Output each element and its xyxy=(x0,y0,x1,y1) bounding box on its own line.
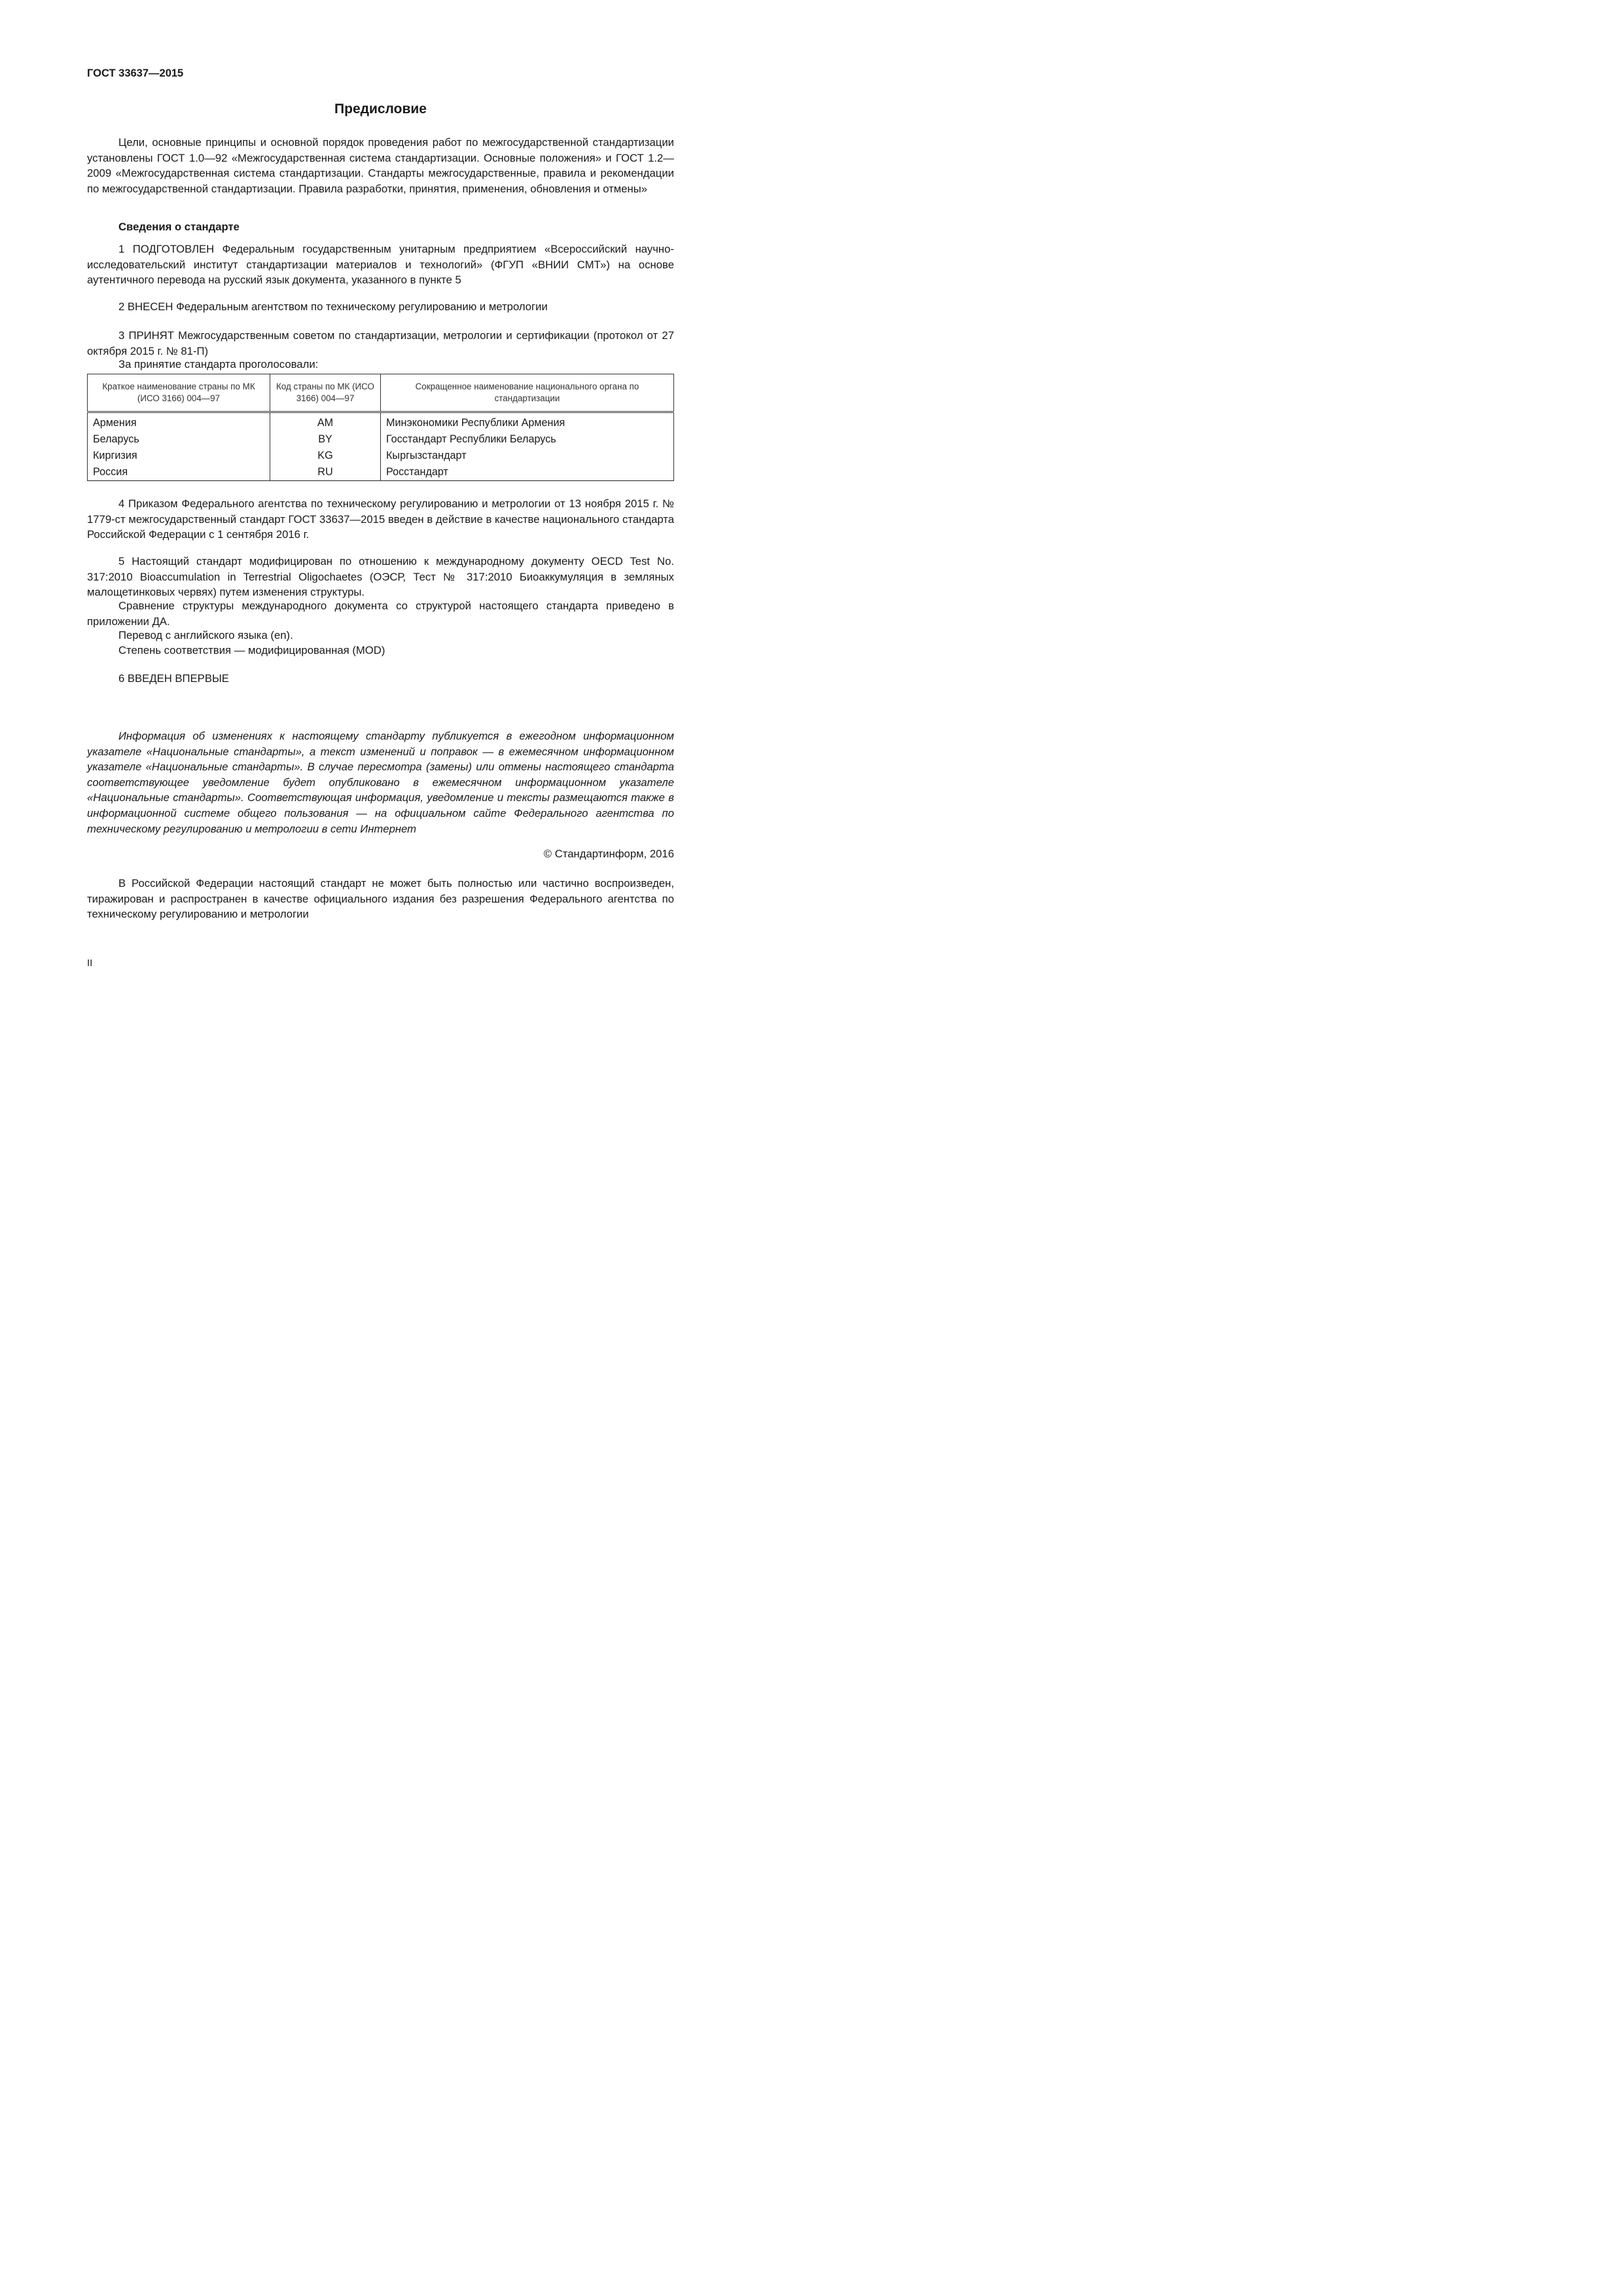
cell-body: Госстандарт Республики Беларусь xyxy=(381,431,674,448)
cell-country: Армения xyxy=(88,412,270,432)
voting-table xyxy=(87,374,674,481)
item-4 xyxy=(87,496,674,543)
cell-country: Киргизия xyxy=(88,448,270,464)
cell-country: Россия xyxy=(88,464,270,481)
table-header-row xyxy=(88,374,674,412)
item-5-text: 5 Настоящий стандарт модифицирован по отношению к международному документу OECD Test No. 317:2010 Bioaccumulation in Terrestrial Oligochaetes (ОЭСР, Тест № 317:2010 Биоаккумуляция в земляных малощетинковых червях) путем изменения структуры. xyxy=(87,555,674,599)
cell-code: BY xyxy=(270,431,381,448)
document-code: ГОСТ 33637—2015 xyxy=(87,67,184,79)
header-code: Код страны по МК (ИСО 3166) 004—97 xyxy=(270,374,381,412)
item-6: 6 ВВЕДЕН ВПЕРВЫЕ xyxy=(118,672,229,685)
changes-info-text: Информация об изменениях к настоящему стандарту публикуется в ежегодном информационном указателе «Национальные стандарты», а текст изменений и поправок — в ежемесячном информационном указателе «Национальные стандарты». В случае пересмотра (замены) или отмены настоящего стандарта соответствующее уведомление будет опубликовано в ежемесячном информационном указателе «Национальные стандарты». Соответствующая информация, уведомление и тексты размещаются также в информационной системе общего пользования — на официальном сайте Федерального агентства по техническому регулированию и метрологии в сети Интернет xyxy=(87,730,674,835)
reproduction-text: В Российской Федерации настоящий стандарт не может быть полностью или частично воспроизведен, тиражирован и распространен в качестве официального издания без разрешения Федерального агентства по техническому регулированию и метрологии xyxy=(87,877,674,921)
cell-code: KG xyxy=(270,448,381,464)
item-3-text: 3 ПРИНЯТ Межгосударственным советом по стандартизации, метрологии и сертификации (протокол от 27 октября 2015 г. № 81-П) xyxy=(87,329,674,357)
table-row xyxy=(88,448,674,464)
header-body: Сокращенное наименование национального органа по стандартизации xyxy=(381,374,674,412)
intro-text: Цели, основные принципы и основной порядок проведения работ по межгосударственной стандартизации установлены ГОСТ 1.0—92 «Межгосударственная система стандартизации. Основные положения» и ГОСТ 1.2—2009 «Межгосударственная система стандартизации. Стандарты межгосударственные, правила и рекомендации по межгосударственной стандартизации. Правила разработки, принятия, применения, обновления и отмены» xyxy=(87,136,674,195)
item-4-text: 4 Приказом Федерального агентства по техническому регулированию и метрологии от 13 ноября 2015 г. № 1779-ст межгосударственный стандарт ГОСТ 33637—2015 введен в действие в качестве национального стандарта Российской Федерации с 1 сентября 2016 г. xyxy=(87,497,674,541)
item-5-compare-text: Сравнение структуры международного документа со структурой настоящего стандарта приведено в приложении ДА. xyxy=(87,600,674,628)
copyright: © Стандартинформ, 2016 xyxy=(543,848,674,860)
item-5-compare xyxy=(87,598,674,629)
reproduction-notice xyxy=(87,876,674,922)
table-row xyxy=(88,412,674,432)
item-3 xyxy=(87,328,674,359)
info-heading: Сведения о стандарте xyxy=(118,221,240,233)
item-5-translation: Перевод с английского языка (en). xyxy=(118,629,293,641)
cell-code: RU xyxy=(270,464,381,481)
item-2: 2 ВНЕСЕН Федеральным агентством по техническому регулированию и метрологии xyxy=(118,300,548,313)
table-row xyxy=(88,431,674,448)
cell-code: AM xyxy=(270,412,381,432)
item-5-degree: Степень соответствия — модифицированная (MOD) xyxy=(118,644,385,656)
changes-info xyxy=(87,728,674,836)
item-3-voted: За принятие стандарта проголосовали: xyxy=(118,358,319,370)
cell-body: Росстандарт xyxy=(381,464,674,481)
page-title: Предисловие xyxy=(334,101,427,117)
cell-country: Беларусь xyxy=(88,431,270,448)
table-row xyxy=(88,464,674,481)
item-1 xyxy=(87,242,674,288)
cell-body: Минэкономики Республики Армения xyxy=(381,412,674,432)
cell-body: Кыргызстандарт xyxy=(381,448,674,464)
item-1-text: 1 ПОДГОТОВЛЕН Федеральным государственным унитарным предприятием «Всероссийский научно-исследовательский институт стандартизации материалов и технологий» (ФГУП «ВНИИ СМТ») на основе аутентичного перевода на русский язык документа, указанного в пункте 5 xyxy=(87,243,674,287)
page-number: II xyxy=(87,958,93,969)
item-5 xyxy=(87,554,674,600)
intro-paragraph xyxy=(87,135,674,196)
header-country: Краткое наименование страны по МК (ИСО 3166) 004—97 xyxy=(88,374,270,412)
